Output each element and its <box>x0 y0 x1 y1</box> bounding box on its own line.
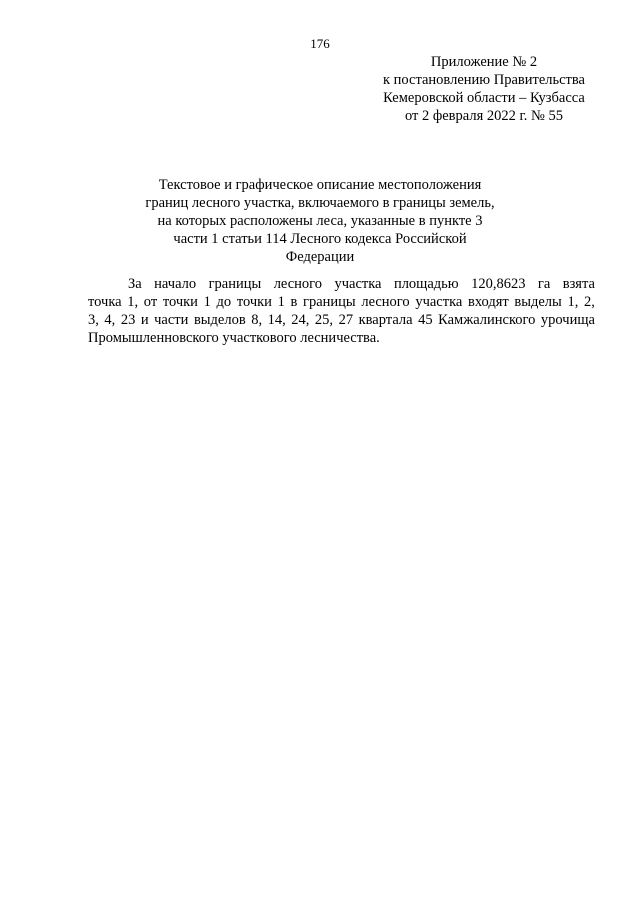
body-word: 1 <box>203 294 211 310</box>
body-word: в <box>290 294 298 310</box>
body-word: входят <box>467 294 509 310</box>
title-line: части 1 статьи 114 Лесного кодекса Российской <box>173 231 467 247</box>
body-word: границы <box>303 294 356 310</box>
body-word: квартала <box>358 312 413 328</box>
body-word: границы <box>208 276 262 292</box>
body-word: точки <box>236 294 272 310</box>
body-word: 1 <box>277 294 285 310</box>
body-word: 3, <box>88 312 99 328</box>
body-line <box>88 293 595 311</box>
body-word: взята <box>562 276 595 292</box>
body-word: 27 <box>338 312 354 328</box>
appendix-line: от 2 февраля 2022 г. № 55 <box>404 108 564 124</box>
body-word: 1, <box>567 294 579 310</box>
body-word: от <box>143 294 158 310</box>
appendix-line: к постановлению Правительства <box>383 72 585 88</box>
body-word: участка <box>334 276 382 292</box>
title-line: границ лесного участка, включаемого в границы земель, <box>145 195 495 211</box>
appendix-line: Кемеровской области – Кузбасса <box>383 90 585 106</box>
body-word: Промышленновского участкового лесничества. <box>88 330 380 346</box>
body-word: 8, <box>251 312 263 328</box>
body-word: 4, <box>104 312 116 328</box>
body-word: Камжалинского <box>438 312 536 328</box>
appendix-header <box>370 53 598 125</box>
body-word: 23 <box>120 312 136 328</box>
page-number: 176 <box>310 36 330 51</box>
body-word: площадью <box>393 276 459 292</box>
body-word: лесного <box>273 276 323 292</box>
body-word: 120,8623 <box>471 276 526 292</box>
body-word: точка <box>88 294 122 310</box>
body-word: 25, <box>314 312 334 328</box>
body-word: лесного <box>361 294 410 310</box>
body-paragraph <box>88 275 595 347</box>
appendix-line: Приложение № 2 <box>430 54 538 70</box>
body-word: 24, <box>291 312 310 328</box>
body-word: 14, <box>267 312 286 328</box>
body-line <box>88 311 595 329</box>
body-word: выделы <box>514 294 562 310</box>
body-word: участка <box>415 294 463 310</box>
body-line <box>88 329 595 347</box>
body-word: 2, <box>583 294 595 310</box>
title-line: Федерации <box>285 249 355 265</box>
body-word: выделов <box>193 312 246 328</box>
body-word: и <box>140 312 149 328</box>
body-word: 45 <box>418 312 433 328</box>
body-word: точки <box>162 294 198 310</box>
body-word: га <box>537 276 551 292</box>
body-word: начало <box>154 276 197 292</box>
body-word: урочища <box>540 312 595 328</box>
title-line: на которых расположены леса, указанные в пункте 3 <box>157 213 483 229</box>
body-word: За <box>128 276 142 292</box>
document-title <box>130 176 510 266</box>
body-word: до <box>216 294 232 310</box>
body-line <box>88 275 595 293</box>
body-word: 1, <box>127 294 139 310</box>
title-line: Текстовое и графическое описание местоположения <box>158 177 482 193</box>
body-word: части <box>154 312 189 328</box>
